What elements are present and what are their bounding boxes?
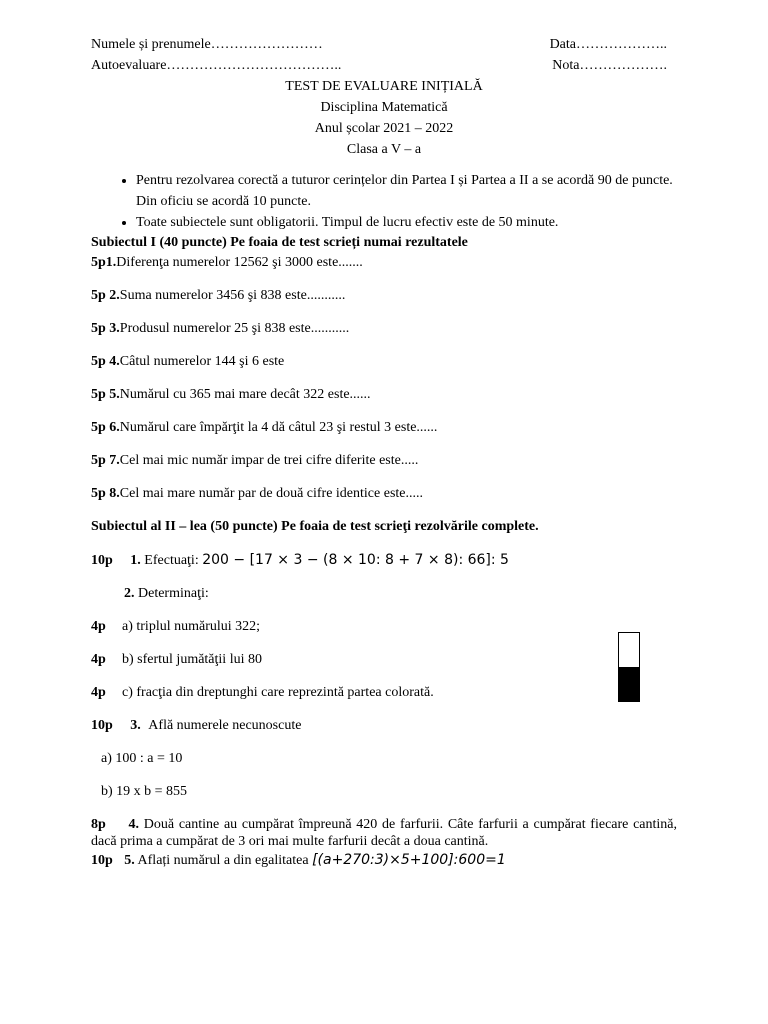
q5-text: Aflați numărul a din egalitatea <box>137 853 309 868</box>
self-evaluation-label: Autoevaluare……………………………….. <box>91 58 342 73</box>
q1-formula: 200 − [17 × 3 − (8 × 10: 8 + 7 × 8): 66]: 5 <box>202 552 509 568</box>
q5-points: 10p <box>91 853 113 868</box>
part1-item <box>91 385 677 405</box>
item-text: Produsul numerelor 25 şi 838 este........... <box>119 321 350 336</box>
instructions-list <box>91 170 677 233</box>
part1-item <box>91 484 677 504</box>
part1-item <box>91 286 677 306</box>
item-points: 5p1. <box>91 255 117 270</box>
instruction-item: • Pentru rezolvarea corectă a tuturor cerințelor din Partea I și Partea a II a se acordă 90 de puncte. Din oficiu se acordă 10 puncte. <box>136 170 677 212</box>
q2-subitem <box>91 683 677 703</box>
q2-subitem <box>91 650 677 670</box>
subitem-points: 4p <box>91 652 106 667</box>
q3-number: 3. <box>130 718 141 733</box>
question-2 <box>91 584 677 604</box>
item-points: 5p 4. <box>91 354 120 369</box>
subject-title: Disciplina Matematică <box>320 100 448 115</box>
item-points: 5p 8. <box>91 486 120 501</box>
item-points: 5p 7. <box>91 453 120 468</box>
item-text: Suma numerelor 3456 şi 838 este........... <box>119 288 346 303</box>
test-title: TEST DE EVALUARE INIȚIALĂ <box>285 79 483 94</box>
item-text: Cel mai mare număr par de două cifre identice este..... <box>119 486 423 501</box>
header-row-1 <box>91 34 677 55</box>
q4-text: Două cantine au cumpărat împreună 420 de farfurii. Câte farfurii a cumpărat fiecare cantină, dacă prima a cumpărat de 3 ori mai multe farfurii decât a doua cantină. <box>91 817 678 849</box>
colored-rectangle <box>618 632 640 702</box>
q3-equation-b: b) 19 x b = 855 <box>101 784 188 799</box>
date-field-label: Data……………….. <box>549 37 667 52</box>
colored-part <box>619 667 639 701</box>
subitem-text: c) fracţia din dreptunghi care reprezintă partea colorată. <box>122 685 434 700</box>
part1-heading: Subiectul I (40 puncte) Pe foaia de test scrieți numai rezultatele <box>91 235 468 250</box>
test-page <box>91 34 677 871</box>
q1-points: 10p <box>91 553 113 568</box>
question-1 <box>91 550 677 571</box>
class-label: Clasa a V – a <box>346 142 422 157</box>
item-text: Diferenţa numerelor 12562 şi 3000 este....... <box>116 255 363 270</box>
q2-number: 2. <box>124 586 135 601</box>
q1-number: 1. <box>130 553 141 568</box>
part2-heading: Subiectul al II – lea (50 puncte) Pe foaia de test scrieţi rezolvările complete. <box>91 519 539 534</box>
item-text: Numărul care împărţit la 4 dă câtul 23 şi restul 3 este...... <box>119 420 438 435</box>
item-points: 5p 3. <box>91 321 120 336</box>
q3-text: Află numerele necunoscute <box>148 718 302 733</box>
part1-item <box>91 319 677 339</box>
q5-number: 5. <box>124 853 135 868</box>
item-text: Câtul numerelor 144 şi 6 este <box>119 354 285 369</box>
item-points: 5p 5. <box>91 387 120 402</box>
q4-points: 8p <box>91 817 106 832</box>
header-row-2 <box>91 55 677 76</box>
item-points: 5p 6. <box>91 420 120 435</box>
q4-number: 4. <box>128 817 140 832</box>
part1-item <box>91 253 677 273</box>
part1-item <box>91 418 677 438</box>
q1-text: Efectuaţi: <box>144 553 199 568</box>
item-text: Cel mai mic număr impar de trei cifre diferite este..... <box>119 453 419 468</box>
q3-points: 10p <box>91 718 113 733</box>
q3-equation-a: a) 100 : a = 10 <box>101 751 183 766</box>
name-field-label: Numele și prenumele…………………… <box>91 37 323 52</box>
question-4 <box>91 816 677 850</box>
q2-subitem <box>91 617 677 637</box>
part1-items <box>91 253 677 504</box>
subitem-points: 4p <box>91 685 106 700</box>
question-3 <box>91 716 677 736</box>
question-5 <box>91 850 677 871</box>
school-year: Anul școlar 2021 – 2022 <box>314 121 454 136</box>
subitem-text: b) sfertul jumătăţii lui 80 <box>122 652 262 667</box>
subitem-text: a) triplul numărului 322; <box>122 619 261 634</box>
subitem-points: 4p <box>91 619 106 634</box>
grade-field-label: Nota………………. <box>552 58 667 73</box>
instruction-item: • Toate subiectele sunt obligatorii. Timpul de lucru efectiv este de 50 minute. <box>136 212 677 233</box>
q5-formula: [(a+270:3)×5+100]:600=1 <box>312 852 506 868</box>
part1-item <box>91 451 677 471</box>
part1-item <box>91 352 677 372</box>
item-points: 5p 2. <box>91 288 120 303</box>
item-text: Numărul cu 365 mai mare decât 322 este...... <box>119 387 371 402</box>
q2-text: Determinaţi: <box>138 586 209 601</box>
